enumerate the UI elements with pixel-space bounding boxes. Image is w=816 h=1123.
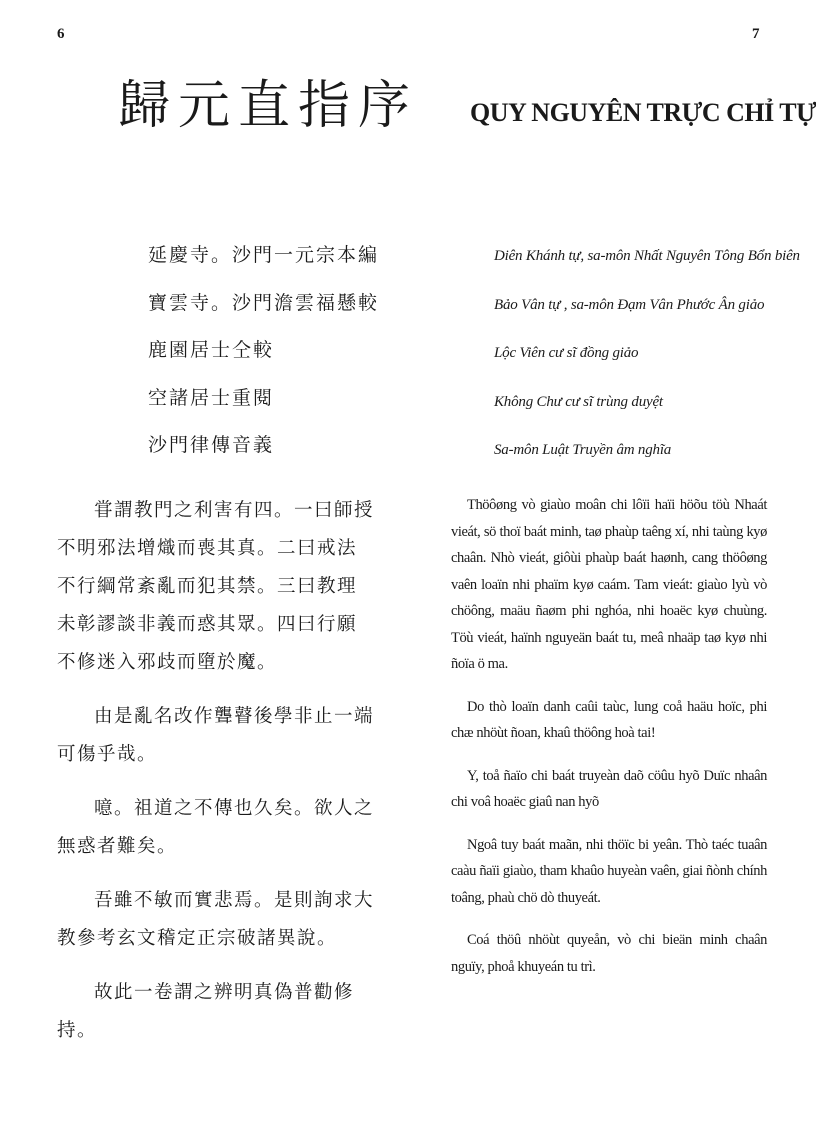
page-number-left: 6: [57, 26, 65, 42]
vietnamese-credits: [494, 232, 800, 475]
chinese-paragraph: 故此一卷謂之辨明真偽普勸修持。: [57, 982, 355, 1041]
chinese-paragraph: 由是亂名改作聾瞽後學非止一端可傷乎哉。: [57, 706, 375, 765]
chinese-credit-line: 延慶寺。沙門一元宗本編: [148, 244, 380, 266]
vietnamese-credit-line: Sa-môn Luật Truyền âm nghĩa: [494, 442, 672, 458]
chinese-credit-line: 沙門律傳音義: [148, 434, 275, 456]
vietnamese-paragraph: Do thò loaïn danh caûi taùc, lung coå haäu hoïc, phi chæ nhöùt ñoan, khaû thöông hoà tai!: [451, 698, 767, 741]
vietnamese-credit-line: Lộc Viên cư sĩ đồng giảo: [494, 345, 639, 361]
vietnamese-credit-line: Diên Khánh tự, sa-môn Nhất Nguyên Tông Bổn biên: [494, 248, 800, 264]
vietnamese-title: QUY NGUYÊN TRỰC CHỈ TỰ: [470, 98, 816, 127]
vietnamese-paragraph: Coá thöû nhöùt quyeån, vò chi bieän minh chaân nguïy, phoå khuyeán tu trì.: [451, 932, 767, 975]
chinese-body: [57, 492, 375, 1066]
chinese-paragraph: 吾雖不敏而實悲焉。是則詢求大教參考玄文稽定正宗破諸異說。: [57, 890, 375, 949]
chinese-credit-line: 鹿園居士仝較: [148, 339, 275, 361]
chinese-credit-line: 寶雲寺。沙門澹雲福懸較: [148, 291, 380, 314]
page-number-right: 7: [752, 26, 760, 42]
chinese-title: 歸元直指序: [118, 76, 419, 136]
vietnamese-paragraph: Ngoâ tuy baát maãn, nhi thöïc bi yeân. Thò taéc tuaân caàu ñaïi giaùo, tham khaûo huyeàn vaên, giai ñònh chính toâng, phaù chö dò thuyeát.: [451, 836, 767, 906]
vietnamese-body: [451, 492, 767, 996]
vietnamese-credit-line: Không Chư cư sĩ trùng duyệt: [494, 393, 663, 410]
chinese-paragraph: 噫。祖道之不傳也久矣。欲人之無惑者難矣。: [57, 798, 375, 857]
chinese-paragraph: 甞謂教門之利害有四。一曰師授不明邪法增熾而喪其真。二曰戒法不行綱常紊亂而犯其禁。三曰教理未彰謬談非義而惑其眾。四曰行願不修迷入邪歧而墮於魔。: [57, 500, 375, 673]
chinese-credit-line: 空諸居士重閱: [148, 386, 275, 409]
vietnamese-credit-line: Bảo Vân tự , sa-môn Đạm Vân Phước Ân giảo: [494, 296, 765, 313]
vietnamese-paragraph: Thöôøng vò giaùo moân chi lôïi haïi höõu töù Nhaát vieát, sö thoï baát minh, taø phaùp taêng xí, nhi taùng kyø chaân. Nhò vieát, giôùi phaùp baát haønh, cang thöôøng vaên loaïn nhi phaïm kyø caám. Tam vieát: giaùo lyù vò chöông, maäu ñaøm phi nghóa, nhi hoaëc kyø chuùng. Töù vieát, haïnh nguyeän baát tu, meâ nhaäp taø kyø nhi ñoïa ö ma.: [451, 497, 767, 672]
vietnamese-paragraph: Y, toå ñaïo chi baát truyeàn daõ cöûu hyõ Duïc nhaân chi voâ hoaëc giaû nan hyõ: [451, 767, 767, 810]
chinese-credits: [148, 232, 379, 470]
